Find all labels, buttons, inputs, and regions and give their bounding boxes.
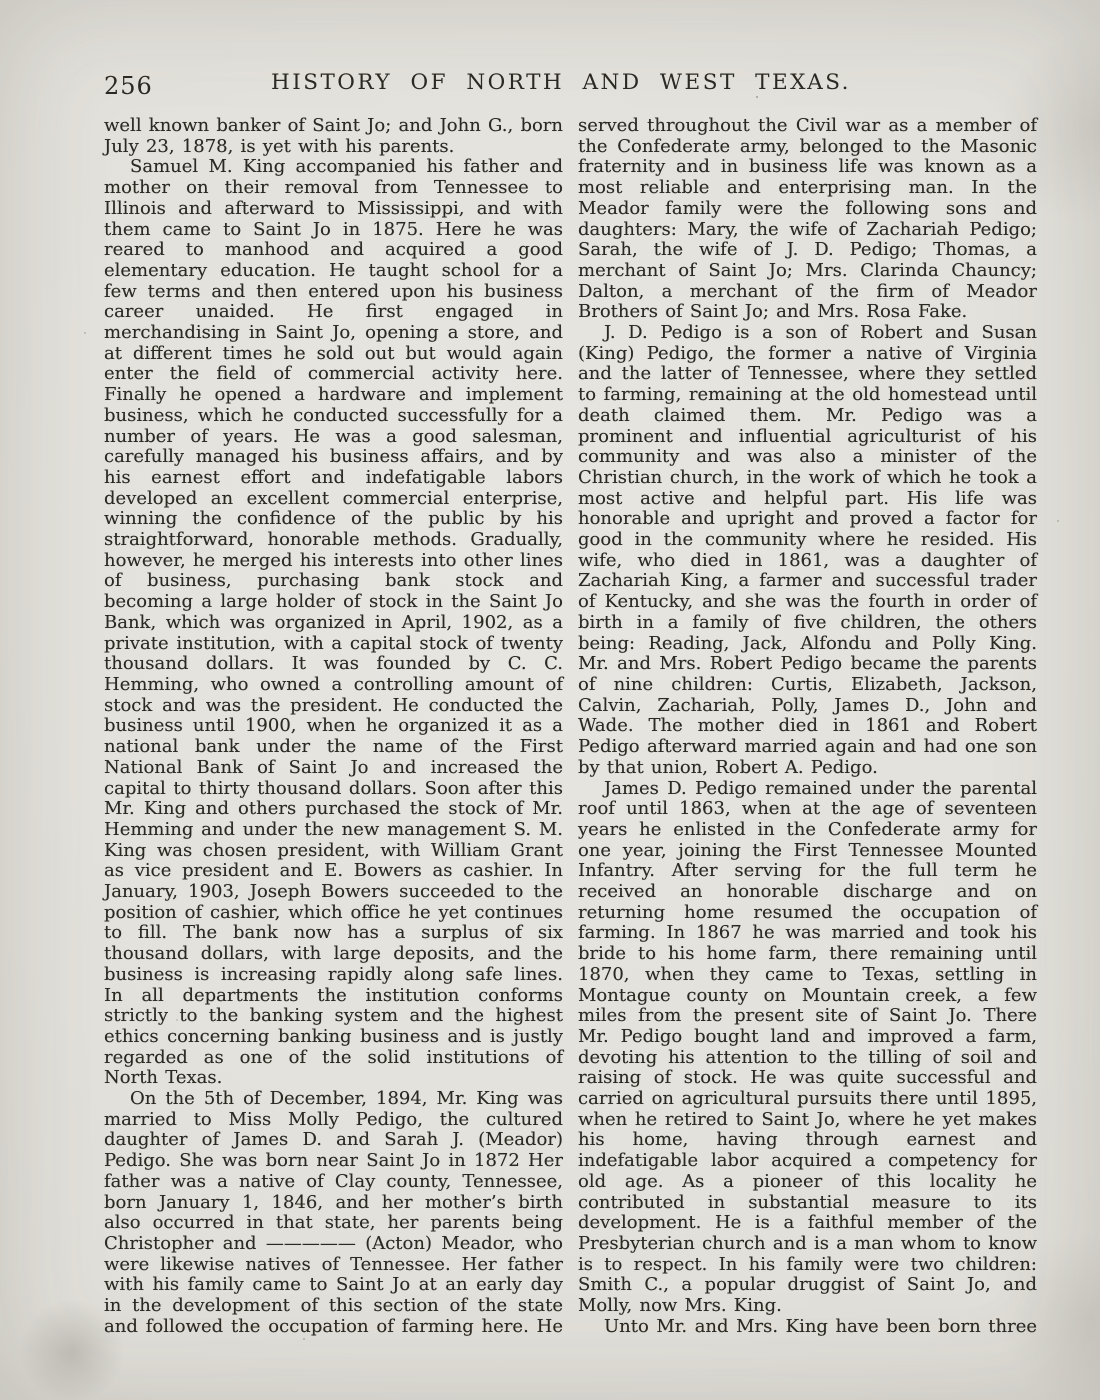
paragraph-jd-pedigo: J. D. Pedigo is a son of Robert and Susan (King) Pedigo, the former a native of Virginia and the latter of Tennessee, where they settled to farming, remaining at the old homestead until death claimed them. Mr. Pedigo was a prominent and influential agriculturist of his community and was also a minister of the Christian church, in the work of which he took a most active and helpful part. His life was honorable and upright and proved a factor for good in the community where he resided. His wife, who died in 1861, was a daughter of Zachariah King, a farmer and successful trader of Kentucky, and she was the fourth in order of birth in a family of five children, the others being: Reading, Jack, Alfondu and Polly King. Mr. and Mrs. Robert Pedigo became the parents of nine children: Curtis, Elizabeth, Jackson, Calvin, Zachariah, Polly, James D., John and Wade. The mother died in 1861 and Robert Pedigo afterward married again and had one son by that union, Robert A. Pedigo. — [578, 322, 1037, 778]
scan-speck — [0, 0, 2, 2]
paragraph-meador-family: served throughout the Civil war as a member of the Confederate army, belonged to the Masonic fraternity and in business life was known as a most reliable and enterprising man. In the Meador family were the following sons and daughters: Mary, the wife of Zachariah Pedigo; Sarah, the wife of J. D. Pedigo; Thomas, a merchant of Saint Jo; Mrs. Clarinda Chauncy; Dalton, a merchant of the firm of Meador Brothers of Saint Jo; and Mrs. Rosa Fake. — [578, 115, 1037, 323]
paragraph-unto-king: Unto Mr. and Mrs. King have been born three — [604, 1315, 1037, 1337]
page-number: 256 — [104, 72, 153, 100]
running-head: HISTORY OF NORTH AND WEST TEXAS. — [270, 70, 852, 95]
paragraph-samuel-king: Samuel M. King accompanied his father and mother on their removal from Tennessee to Illinois and afterward to Mississippi, and with them came to Saint Jo in 1875. Here he was reared to manhood and acquired a good elementary education. He taught school for a few terms and then entered upon his business career unaided. He first engaged in merchandising in Saint Jo, opening a store, and at different times he sold out but would again enter the field of commercial activity here. Finally he opened a hardware and implement business, which he conducted successfully for a number of years. He was a good salesman, carefully managed his business affairs, and by his earnest effort and indefatigable labors developed an excellent commercial enterprise, winning the confidence of the public by his straightforward, honorable methods. Gradually, however, he merged his interests into other lines of business, purchasing bank stock and becoming a large holder of stock in the Saint Jo Bank, which was organized in April, 1902, as a private institution, with a capital stock of twenty thousand dollars. It was founded by C. C. Hemming, who owned a controlling amount of stock and was the president. He conducted the business until 1900, when he organized it as a national bank under the name of the First National Bank of Saint Jo and increased the capital to thirty thousand dollars. Soon after this Mr. King and others purchased the stock of Mr. Hemming and under the new management S. M. King was chosen president, with William Grant as vice president and E. Bowers as cashier. In January, 1903, Joseph Bowers succeeded to the position of cashier, which office he yet continues to fill. The bank now has a surplus of six thousand dollars, with large deposits, and the business is increasing rapidly along safe lines. In all departments the institution conforms strictly to the banking system and the highest ethics concerning banking business and is justly regarded as one of the solid institutions of North Texas. — [104, 156, 563, 1089]
right-column — [578, 116, 1037, 1337]
paragraph-king-marriage: On the 5th of December, 1894, Mr. King was married to Miss Molly Pedigo, the cultured daughter of James D. and Sarah J. (Meador) Pedigo. She was born near Saint Jo in 1872 Her father was a native of Clay county, Tennessee, born January 1, 1846, and her mother’s birth also occurred in that state, her parents being Christopher and ————— (Acton) Meador, who were likewise natives of Tennessee. Her father with his family came to Saint Jo at an early day in the development of this section of the state and followed the occupation of farming here. He — [104, 1088, 563, 1337]
paragraph-james-d-pedigo: James D. Pedigo remained under the parental roof until 1863, when at the age of seventeen years he enlisted in the Confederate army for one year, joining the First Tennessee Mounted Infantry. After serving for the full term he received an honorable discharge and on returning home resumed the occupation of farming. In 1867 he was married and took his bride to his home farm, there remaining until 1870, when they came to Texas, settling in Montague county on Mountain creek, a few miles from the present site of Saint Jo. There Mr. Pedigo bought land and improved a farm, devoting his attention to the tilling of soil and raising of stock. He was quite successful and carried on agricultural pursuits there until 1895, when he retired to Saint Jo, where he yet makes his home, having through earnest and indefatigable labor acquired a competency for old age. As a pioneer of this locality he contributed in substantial measure to its development. He is a faithful member of the Presbyterian church and is a man whom to know is to respect. In his family were two children: Smith C., a popular druggist of Saint Jo, and Molly, now Mrs. King. — [578, 777, 1037, 1317]
paragraph-continuation: well known banker of Saint Jo; and John G., born July 23, 1878, is yet with his parents. — [104, 115, 563, 157]
left-column — [104, 116, 563, 1337]
